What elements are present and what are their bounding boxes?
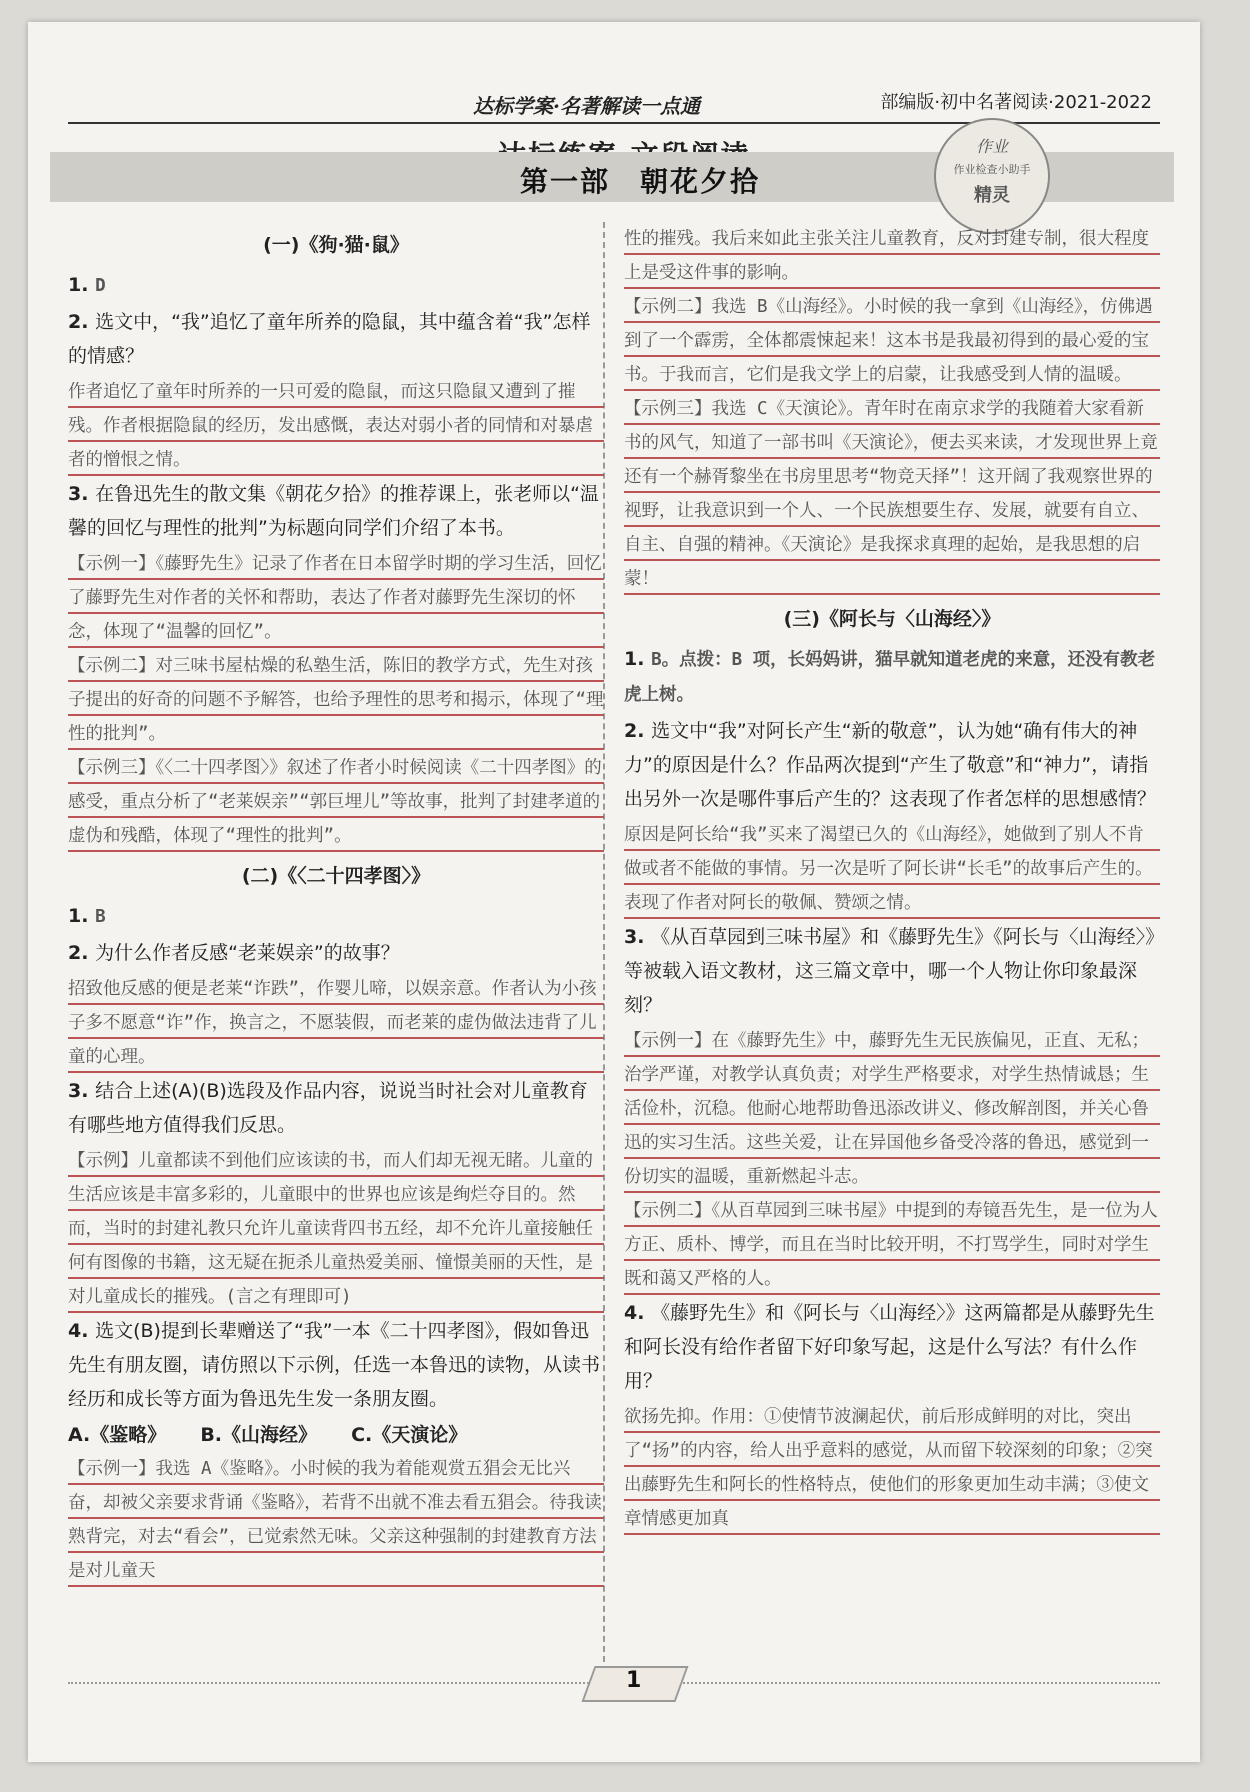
- answer-text: 【示例二】《从百草园到三味书屋》中提到的寿镜吾先生，是一位为人方正、质朴、博学，而且在当时比较开明，不打骂学生，同时对学生既和蔼又严格的人。: [624, 1194, 1160, 1296]
- right-column: [624, 222, 1160, 1536]
- answer-text: B。点拨：B 项，长妈妈讲，猫早就知道老虎的来意，还没有教老虎上树。: [624, 650, 1156, 705]
- stamp-logo: [934, 118, 1050, 234]
- left-column: [68, 222, 604, 1588]
- question-item: 1. B。点拨：B 项，长妈妈讲，猫早就知道老虎的来意，还没有教老虎上树。: [624, 648, 1156, 705]
- question-text: 选文中“我”对阿长产生“新的敬意”，认为她“确有伟大的神力”的原因是什么？作品两次提到“产生了敬意”和“神力”，请指出另外一次是哪件事后产生的？这表现了作者怎样的思想感情？: [624, 720, 1157, 810]
- answer-text: B: [95, 907, 106, 927]
- question-text: 选文中，“我”追忆了童年所养的隐鼠，其中蕴含着“我”怎样的情感？: [68, 311, 591, 367]
- worksheet-page: [28, 22, 1200, 1762]
- question-text: 《从百草园到三味书屋》和《藤野先生》《阿长与〈山海经〉》等被载入语文教材，这三篇文章中，哪一个人物让你印象最深刻？: [624, 926, 1155, 1016]
- stamp-line3: 精灵: [974, 185, 1010, 206]
- question-item: 1. D: [68, 274, 106, 296]
- stamp-line1: 作业: [975, 137, 1008, 156]
- question-item: 2. 为什么作者反感“老莱娱亲”的故事？: [68, 942, 400, 964]
- question-item: 1. B: [68, 905, 106, 927]
- section-title: 第一部 朝花夕拾: [520, 165, 761, 198]
- edition-label: 部编版·初中名著阅读·2021-2022: [880, 92, 1152, 113]
- question-text: 结合上述(A)(B)选段及作品内容，说说当时社会对儿童教育有哪些地方值得我们反思。: [68, 1080, 588, 1136]
- answer-text: 【示例一】在《藤野先生》中，藤野先生无民族偏见，正直、无私；治学严谨，对教学认真负责；对学生严格要求，对学生热情诚恳；生活俭朴，沉稳。他耐心地帮助鲁迅添改讲义、修改解剖图，并关心鲁迅的实习生活。这些关爱，让在异国他乡备受冷落的鲁迅，感觉到一份切实的温暖，重新燃起斗志。: [624, 1024, 1160, 1194]
- answer-text: 【示例一】《藤野先生》记录了作者在日本留学时期的学习生活，回忆了藤野先生对作者的关怀和帮助，表达了作者对藤野先生深切的怀念，体现了“温馨的回忆”。: [68, 547, 604, 649]
- page-number: 1: [626, 1668, 642, 1693]
- question-item: 4. 选文(B)提到长辈赠送了“我”一本《二十四孝图》，假如鲁迅先生有朋友圈，请仿照以下示例，任选一本鲁迅的读物，从读书经历和成长等方面为鲁迅先生发一条朋友圈。: [68, 1320, 601, 1410]
- question-text: 为什么作者反感“老莱娱亲”的故事？: [95, 942, 400, 964]
- series-title: 达标学案·名著解读一点通: [473, 94, 700, 118]
- answer-text: 原因是阿长给“我”买来了渴望已久的《山海经》，她做到了别人不肯做或者不能做的事情。另一次是听了阿长讲“长毛”的故事后产生的。表现了作者对阿长的敬佩、赞颂之情。: [624, 818, 1160, 920]
- option-c: C.《天演论》: [351, 1424, 468, 1446]
- answer-text: 招致他反感的便是老莱“诈跌”，作婴儿啼，以娱亲意。作者认为小孩子多不愿意“诈”作，换言之，不愿装假，而老莱的虚伪做法违背了儿童的心理。: [68, 972, 604, 1074]
- answer-text: 【示例二】我选 B《山海经》。小时候的我一拿到《山海经》，仿佛遇到了一个霹雳，全体都震悚起来！这本书是我最初得到的最心爱的宝书。于我而言，它们是我文学上的启蒙，让我感受到人情的温暖。: [624, 290, 1160, 392]
- options-row: [68, 1418, 604, 1452]
- question-item: 3. 在鲁迅先生的散文集《朝花夕拾》的推荐课上，张老师以“温馨的回忆与理性的批判”为标题向同学们介绍了本书。: [68, 483, 599, 539]
- subsection-heading: (三)《阿长与〈山海经〉》: [783, 608, 1001, 630]
- stamp-line2: 作业检查小助手: [953, 163, 1031, 176]
- page-footer: [68, 1662, 1160, 1702]
- subsection-heading: (一)《狗·猫·鼠》: [263, 234, 409, 256]
- answer-text: 【示例】儿童都读不到他们应该读的书，而人们却无视无睹。儿童的生活应该是丰富多彩的，儿童眼中的世界也应该是绚烂夺目的。然而，当时的封建礼教只允许儿童读背四书五经，却不允许儿童接触任何有图像的书籍，这无疑在扼杀儿童热爱美丽、憧憬美丽的天性，是对儿童成长的摧残。(言之有理即可): [68, 1144, 604, 1314]
- question-item: 4. 《藤野先生》和《阿长与〈山海经〉》这两篇都是从藤野先生和阿长没有给作者留下好印象写起，这是什么写法？有什么作用？: [624, 1302, 1155, 1392]
- question-text: 选文(B)提到长辈赠送了“我”一本《二十四孝图》，假如鲁迅先生有朋友圈，请仿照以下示例，任选一本鲁迅的读物，从读书经历和成长等方面为鲁迅先生发一条朋友圈。: [68, 1320, 601, 1410]
- answer-text: 【示例一】我选 A《鉴略》。小时候的我为着能观赏五猖会无比兴奋，却被父亲要求背诵《鉴略》，若背不出就不准去看五猖会。待我读熟背完，对去“看会”，已觉索然无味。父亲这种强制的封建教育方法是对儿童天: [68, 1452, 604, 1588]
- answer-text: 作者追忆了童年时所养的一只可爱的隐鼠，而这只隐鼠又遭到了摧残。作者根据隐鼠的经历，发出感慨，表达对弱小者的同情和对暴虐者的憎恨之情。: [68, 375, 604, 477]
- question-text: 《藤野先生》和《阿长与〈山海经〉》这两篇都是从藤野先生和阿长没有给作者留下好印象写起，这是什么写法？有什么作用？: [624, 1302, 1155, 1392]
- subsection-heading: (二)《〈二十四孝图〉》: [241, 865, 431, 887]
- answer-text: 性的摧残。我后来如此主张关注儿童教育，反对封建专制，很大程度上是受这件事的影响。: [624, 222, 1160, 290]
- option-a: A.《鉴略》: [68, 1424, 167, 1446]
- answer-text: 欲扬先抑。作用：①使情节波澜起伏，前后形成鲜明的对比，突出了“扬”的内容，给人出乎意料的感觉，从而留下较深刻的印象；②突出藤野先生和阿长的性格特点，使他们的形象更加生动丰满；③使文章情感更加真: [624, 1400, 1160, 1536]
- answer-text: 【示例二】对三味书屋枯燥的私塾生活，陈旧的教学方式，先生对孩子提出的好奇的问题不予解答，也给予理性的思考和揭示，体现了“理性的批判”。: [68, 649, 604, 751]
- option-b: B.《山海经》: [200, 1424, 318, 1446]
- question-item: 2. 选文中，“我”追忆了童年所养的隐鼠，其中蕴含着“我”怎样的情感？: [68, 311, 591, 367]
- question-item: 2. 选文中“我”对阿长产生“新的敬意”，认为她“确有伟大的神力”的原因是什么？作品两次提到“产生了敬意”和“神力”，请指出另外一次是哪件事后产生的？这表现了作者怎样的思想感情？: [624, 720, 1157, 810]
- question-item: 3. 《从百草园到三味书屋》和《藤野先生》《阿长与〈山海经〉》等被载入语文教材，这三篇文章中，哪一个人物让你印象最深刻？: [624, 926, 1155, 1016]
- question-item: 3. 结合上述(A)(B)选段及作品内容，说说当时社会对儿童教育有哪些地方值得我们反思。: [68, 1080, 588, 1136]
- question-text: 在鲁迅先生的散文集《朝花夕拾》的推荐课上，张老师以“温馨的回忆与理性的批判”为标题向同学们介绍了本书。: [68, 483, 599, 539]
- answer-text: D: [95, 276, 106, 296]
- answer-text: 【示例三】我选 C《天演论》。青年时在南京求学的我随着大家看新书的风气，知道了一部书叫《天演论》，便去买来读，才发现世界上竟还有一个赫胥黎坐在书房里思考“物竞天择”！这开阔了我观察世界的视野，让我意识到一个人、一个民族想要生存、发展，就要有自立、自主、自强的精神。《天演论》是我探求真理的起始，是我思想的启蒙！: [624, 392, 1160, 596]
- answer-text: 【示例三】《〈二十四孝图〉》叙述了作者小时候阅读《二十四孝图》的感受，重点分析了“老莱娱亲”“郭巨埋儿”等故事，批判了封建孝道的虚伪和残酷，体现了“理性的批判”。: [68, 751, 604, 853]
